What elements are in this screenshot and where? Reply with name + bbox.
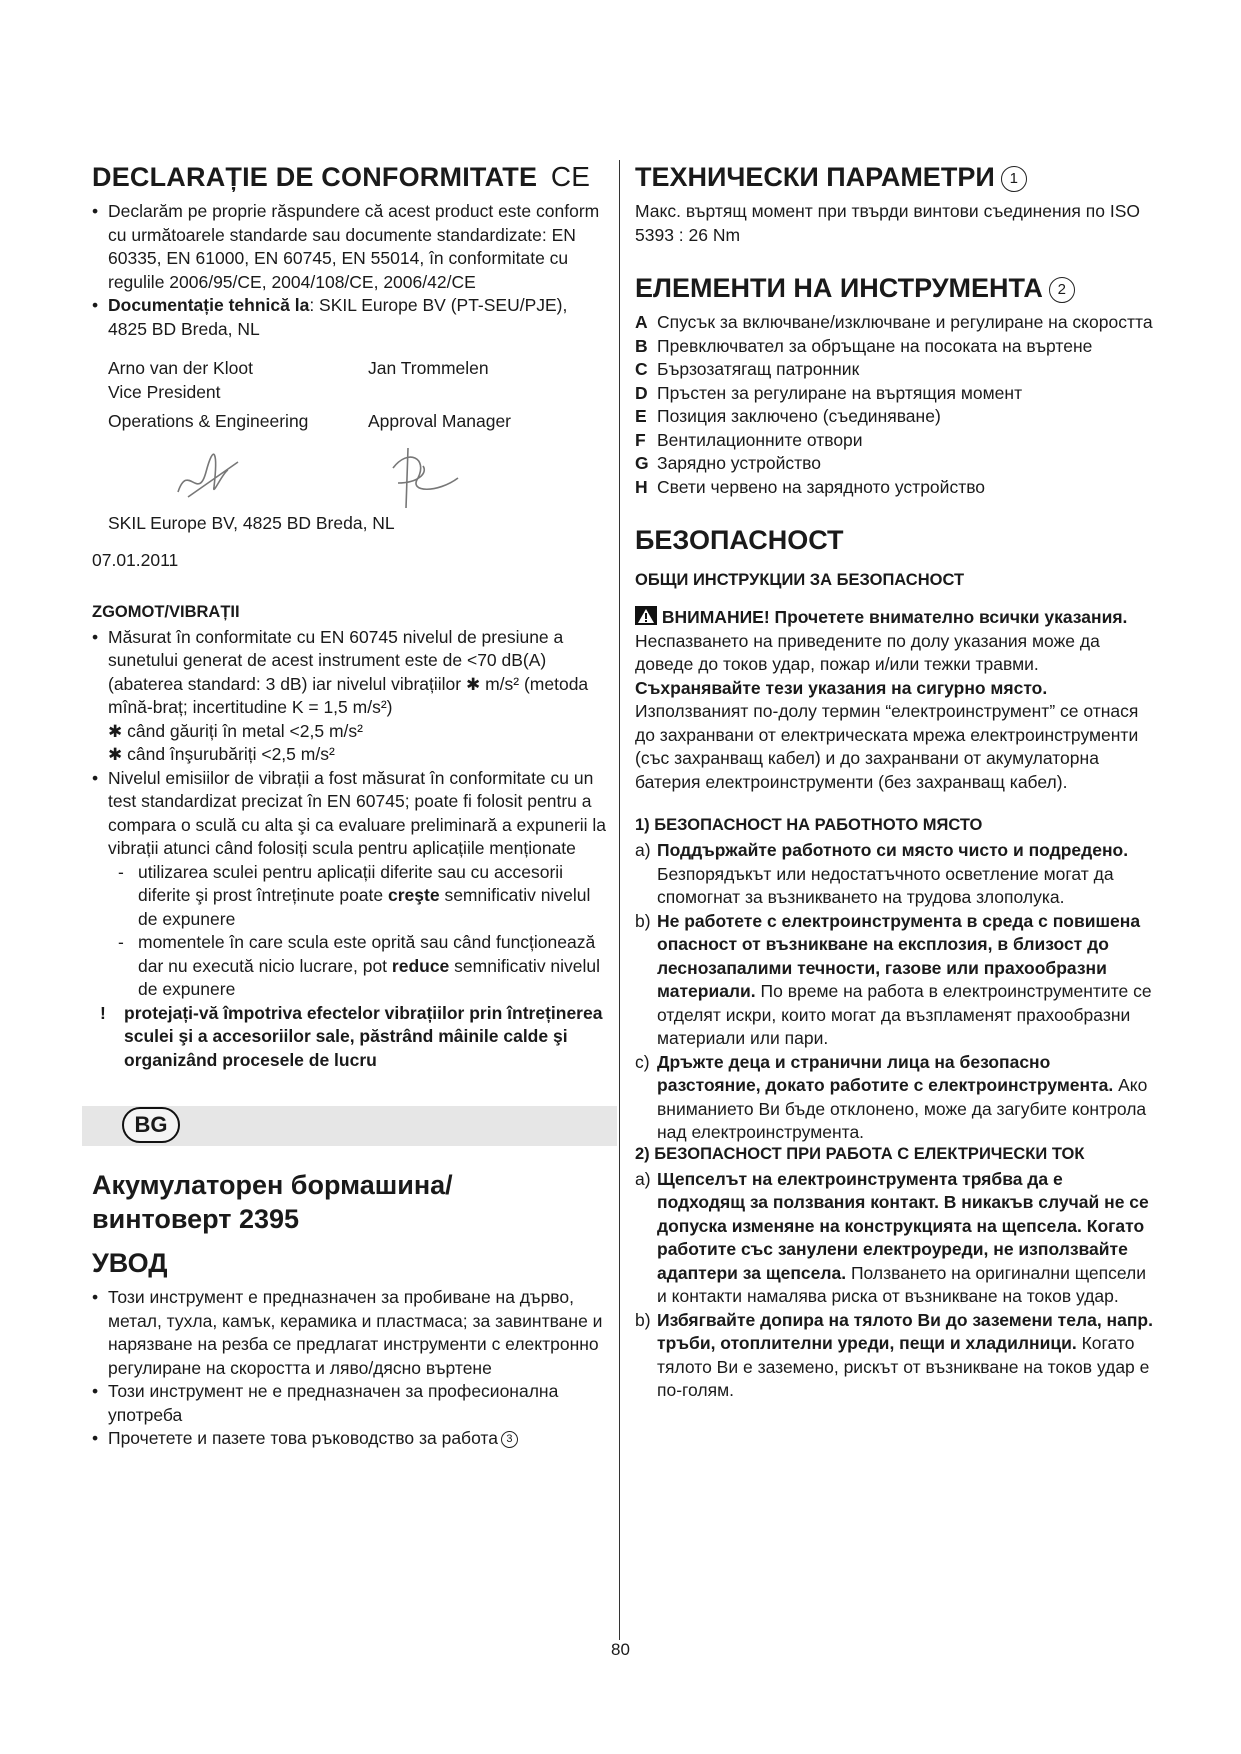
language-band: [82, 1106, 617, 1146]
asterisk-icon: ✱: [465, 674, 481, 694]
element-item: F Вентилационните отвори: [635, 429, 863, 450]
list-item: a) Поддържайте работното си място чисто и подредено. Безпорядъкът или недостатъчното осветление могат да спомогнат за възникването на трудова злополука.: [635, 840, 1129, 907]
declaration-date: 07.01.2011: [92, 550, 179, 570]
signature-2-icon: [378, 438, 468, 516]
section-2-title: 2) БЕЗОПАСНОСТ ПРИ РАБОТА С ЕЛЕКТРИЧЕСКИ ТОК: [635, 1144, 1085, 1163]
dash-list: [108, 861, 607, 1002]
signature-company: SKIL Europe BV, 4825 BD Breda, NL: [108, 512, 395, 533]
list-item: • Този инструмент е предназначен за пробиване на дърво, метал, тухла, камък, керамика и пластмаса; за завинтване и нарязване на резба се предлагат инструменти с електронно регулиране на скоростта и ляво/дясно въртене: [92, 1286, 607, 1380]
asterisk-icon: ✱: [108, 721, 123, 741]
list-item: a) Щепселът на електроинструмента трябва да е подходящ за ползвания контакт. В никакъв случай не се допуска изменяне на конструкцията на щепсела. Когато работите със занулени електроуреди, не използвайте адаптери за щепсела. Ползването на оригинални щепсели и контакти намалява риска от възникване на токов удар.: [635, 1168, 1149, 1306]
element-item: G Зарядно устройство: [635, 453, 821, 473]
element-item: C Бързозатягащ патронник: [635, 359, 860, 379]
section-1-title: 1) БЕЗОПАСНОСТ НА РАБОТНОТО МЯСТО: [635, 816, 983, 834]
list-item: • Nivelul emisiilor de vibrații a fost măsurat în conformitate cu un test standardizat precizat în EN 60745; poate fi folosit pentru a compara o sculă cu alta şi ca evaluare preliminară a expunerii la vibrații atunci când folosiți scula pentru aplicațiile menționate - utilizarea sculei pentru aplicații diferite sau cu accesorii diferite şi prost întreținute poate creşte semnificativ nivelul de expunere - momentele în care scula este oprită sau când funcționează dar nu execută nicio lucrare, pot reduce semnificativ nivelul de expunere: [92, 767, 607, 1002]
figure-ref-1-icon: 1: [1001, 166, 1027, 192]
elements-list: [635, 311, 1155, 499]
list-item: • Declarăm pe proprie răspundere că acest product este conform cu următoarele standarde sau documente standardizate: EN 60335, EN 61000, EN 60745, EN 55014, în conformitate cu regulile 2006/95/CE, 2004/108/CE, 2006/42/CE: [92, 200, 607, 294]
declaration-title: DECLARAȚIE DE CONFORMITATE CE: [92, 161, 591, 192]
element-item: A Спусък за включване/изключване и регулиране на скоростта: [635, 312, 1153, 332]
element-item: H Свети червено на зарядното устройство: [635, 476, 986, 497]
signatory-dept-1: Operations & Engineering: [108, 411, 309, 431]
warning-triangle-icon: [635, 606, 657, 625]
noise-title: ZGOMOT/VIBRAȚII: [92, 602, 240, 621]
list-item: c) Дръжте деца и странични лица на безопасно разстояние, докато работите с електроинструмента. Ако вниманието Ви бъде отклонено, може да загубите контрола над електроинструмента.: [635, 1051, 1148, 1142]
element-item: D Пръстен за регулиране на въртящия момент: [635, 382, 1023, 403]
ce-mark-icon: CE: [550, 161, 591, 192]
safety-title: БЕЗОПАСНОСТ: [635, 525, 844, 555]
section-2-list: [635, 1168, 1155, 1403]
page-number: 80: [611, 1640, 630, 1659]
vibration-warning: ! protejați-vă împotriva efectelor vibrațiilor prin întreținerea sculei şi a accesoriilor sale, păstrând mâinile calde şi organizând procesele de lucru: [100, 1002, 607, 1073]
list-item: • Този инструмент не е предназначен за професионална употреба: [92, 1380, 607, 1427]
noise-list: [92, 626, 607, 1002]
intro-title: УВОД: [92, 1248, 168, 1278]
figure-ref-2-icon: 2: [1049, 277, 1075, 303]
list-item: • Documentație tehnică la: SKIL Europe BV (PT-SEU/PJE), 4825 BD Breda, NL: [92, 294, 607, 341]
signature-images: [108, 434, 607, 512]
general-safety-title: ОБЩИ ИНСТРУКЦИИ ЗА БЕЗОПАСНОСТ: [635, 571, 965, 589]
intro-list: [92, 1286, 607, 1451]
product-title: Акумулаторен бормашина/ винтоверт 2395: [92, 1170, 453, 1234]
elements-title: ЕЛЕМЕНТИ НА ИНСТРУМЕНТА 2: [635, 271, 1155, 305]
asterisk-icon: ✱: [108, 745, 123, 764]
list-item: - momentele în care scula este oprită sau când funcționează dar nu execută nicio lucrare, pot reduce semnificativ nivelul de expunere: [118, 931, 607, 1002]
signature-1-icon: [168, 442, 248, 512]
figure-ref-3-icon: 3: [501, 1431, 518, 1448]
right-column: [635, 160, 1155, 1403]
tech-title: ТЕХНИЧЕСКИ ПАРАМЕТРИ 1: [635, 160, 1155, 194]
list-item: b) Не работете с електроинструмента в среда с повишена опасност от възникване на експлозия, в близост до леснозапалими течности, газове или прахообразни материали. По време на работа в електроинструментите се отделят искри, които могат да възпламенят прахообразни материали или пари.: [635, 910, 1152, 1048]
declaration-list: [92, 200, 607, 341]
signatory-name-1: Arno van der Kloot: [108, 358, 253, 378]
section-1-list: [635, 839, 1155, 1145]
column-divider: [619, 160, 620, 1640]
element-item: E Позиция заключено (съединяване): [635, 406, 941, 426]
general-warning: ВНИМАНИЕ! Прочетете внимателно всички указания. Неспазването на приведените по долу указания може да доведе до токов удар, пожар и/или тежки травми. Съхранявайте тези указания на сигурно място. Използваният по-долу термин “електроинструмент” се отнася до захранвани от електрическата мрежа електроинструменти (със захранващ кабел) и до захранвани от акумулаторна батерия електроинструменти (без захранващ кабел).: [635, 607, 1139, 792]
list-item: b) Избягвайте допира на тялото Ви до заземени тела, напр. тръби, отоплителни уреди, пещи и хладилници. Когато тялото Ви е заземено, рискът от възникване на токов удар е по-голям.: [635, 1309, 1153, 1400]
signatory-role-1: Vice President: [108, 381, 221, 402]
left-column: [92, 160, 607, 1451]
element-item: B Превключвател за обръщане на посоката на въртене: [635, 335, 1093, 356]
list-item: • Măsurat în conformitate cu EN 60745 nivelul de presiune a sunetului generat de acest instrument este de <70 dB(A) (abaterea standard: 3 dB) iar nivelul vibrațiilor ✱ m/s² (metoda mînă-braț; incertitudine K = 1,5 m/s²) ✱ când găuriți în metal <2,5 m/s² ✱ când înşurubăriți <2,5 m/s²: [92, 626, 607, 767]
signatory-role-2: Approval Manager: [368, 411, 511, 431]
signatory-name-2: Jan Trommelen: [368, 358, 489, 378]
signatories: [108, 357, 607, 434]
language-badge: BG: [122, 1107, 180, 1143]
tech-text: Макс. въртящ момент при твърди винтови съединения по ISO 5393 : 26 Nm: [635, 201, 1140, 245]
list-item: - utilizarea sculei pentru aplicații diferite sau cu accesorii diferite şi prost întreținute poate creşte semnificativ nivelul de expunere: [118, 861, 607, 932]
list-item: • Прочетете и пазете това ръководство за работа 3: [92, 1427, 607, 1451]
